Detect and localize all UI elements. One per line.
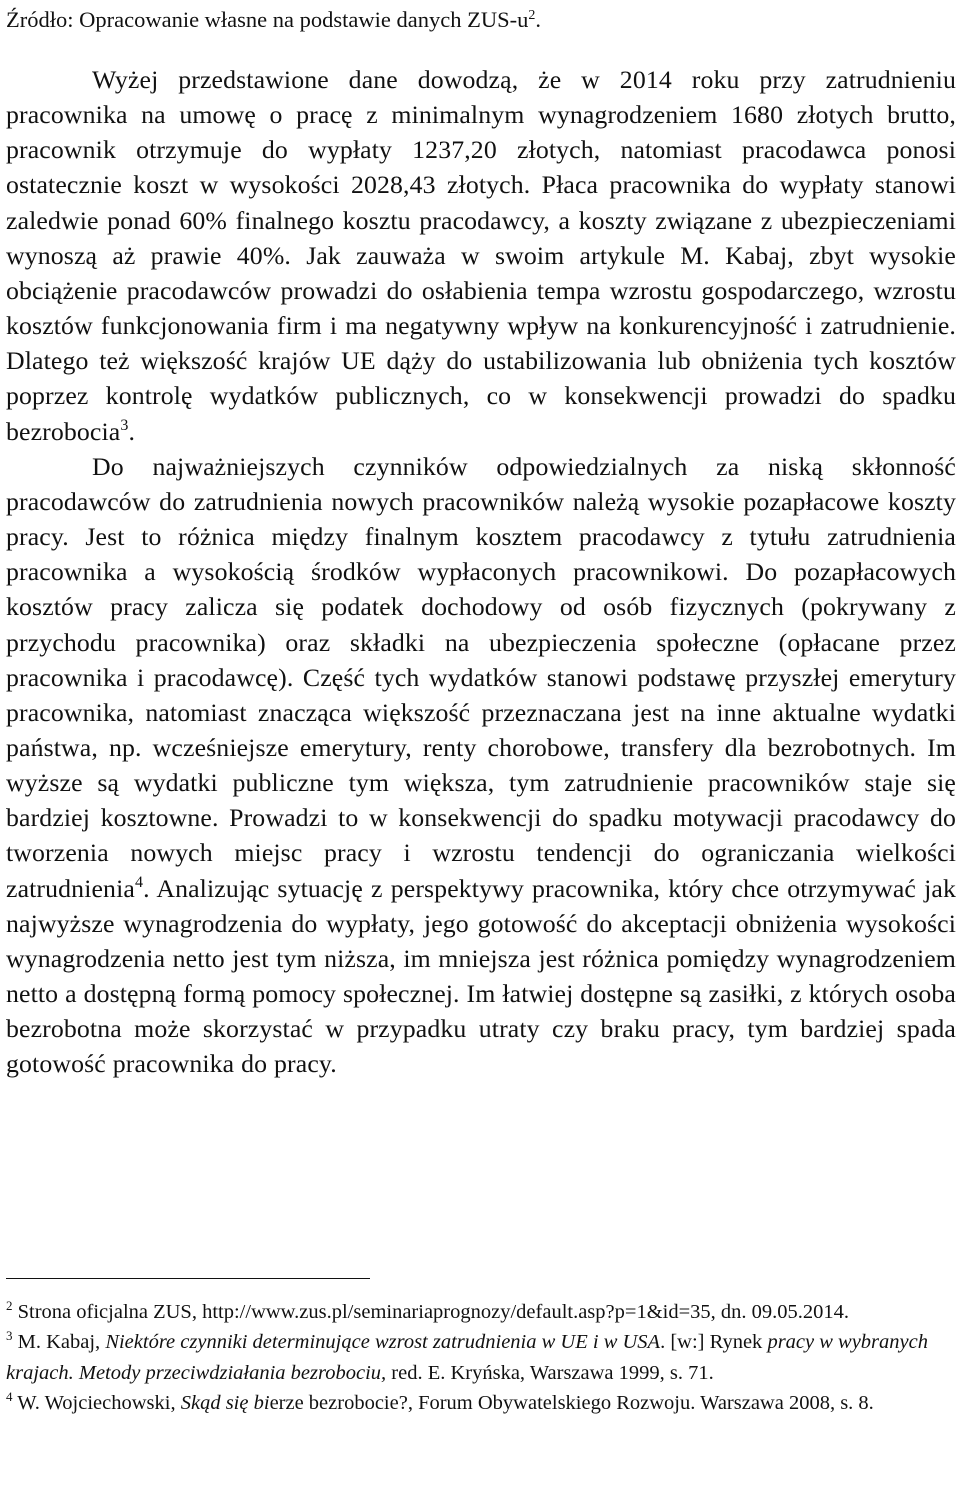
paragraph-1-end: . bbox=[128, 416, 136, 446]
footnote-2-number: 2 bbox=[6, 1298, 13, 1313]
source-caption bbox=[6, 6, 541, 34]
source-text: Źródło: Opracowanie własne na podstawie danych ZUS-u bbox=[6, 7, 529, 32]
footnotes bbox=[6, 1297, 956, 1418]
footnote-3-mid: . [w:] Rynek bbox=[660, 1331, 768, 1354]
footnote-3-title: Niektóre czynniki determinujące wzrost zatrudnienia w UE i w USA bbox=[105, 1331, 661, 1354]
footnote-4-number: 4 bbox=[6, 1388, 13, 1404]
body-text bbox=[6, 62, 956, 1082]
footnote-3-end: red. E. Kryńska, Warszawa 1999, s. 71. bbox=[386, 1361, 714, 1384]
paragraph-2 bbox=[6, 449, 956, 1082]
footnote-ref-3[interactable]: 3 bbox=[120, 416, 129, 434]
paragraph-2-text: Do najważniejszych czynników odpowiedzialnych za niską skłonność pracodawców do zatrudnienia nowych pracowników należą wysokie pozapłacowe koszty pracy. Jest to różnica między finalnym kosztem pracodawcy z tytułu zatrudnienia pracownika a wysokością środków wypłaconych pracownikowi. Do pozapłacowych kosztów pracy zalicza się podatek dochodowy od osób fizycznych (pokrywany z przychodu pracownika) oraz składki na ubezpieczenia społeczne (opłacane przez pracownika i pracodawcę). Część tych wydatków stanowi podstawę przyszłej emerytury pracownika, natomiast znacząca większość przeznaczana jest na inne aktualne wydatki państwa, np. wcześniejsze emerytury, renty chorobowe, transfery dla bezrobotnych. Im wyższe są wydatki publiczne tym większa, tym zatrudnienie pracowników staje się bardziej kosztowne. Prowadzi to w konsekwencji do spadku motywacji pracodawcy do tworzenia nowych miejsc pracy i wzrostu tendencji do ograniczania wielkości zatrudnienia bbox=[6, 451, 956, 903]
source-period: . bbox=[535, 7, 541, 32]
footnote-ref-4[interactable]: 4 bbox=[134, 873, 144, 891]
footnote-3-book: pracy w wybranych krajach. Metody przeciwdziałania bezrobociu, bbox=[6, 1331, 928, 1384]
paragraph-1 bbox=[6, 62, 956, 449]
footnote-2-text[interactable]: Strona oficjalna ZUS, http://www.zus.pl/seminariaprognozy/default.asp?p=1&id=35, dn. 09.05.2014. bbox=[12, 1301, 850, 1323]
footnote-4-author: W. Wojciechowski, bbox=[12, 1391, 181, 1414]
footnote-separator bbox=[6, 1278, 370, 1279]
footnote-2 bbox=[6, 1297, 956, 1327]
footnote-3-number: 3 bbox=[6, 1328, 13, 1344]
footnote-4-title: Skąd się bi bbox=[180, 1391, 270, 1414]
paragraph-2-end: . Analizując sytuację z perspektywy pracownika, który chce otrzymywać jak najwyższe wynagrodzenia do wypłaty, jego gotowość do akceptacji obniżenia wysokości wynagrodzenia netto jest tym niższa, im mniejsza jest różnica pomiędzy wynagrodzeniem netto a dostępną formą pomocy społecznej. Im łatwiej dostępne są zasiłki, z których osoba bezrobotna może skorzystać w przypadku utraty czy braku pracy, tym bardziej spada gotowość pracownika do pracy. bbox=[6, 873, 956, 1079]
paragraph-1-text: Wyżej przedstawione dane dowodzą, że w 2014 roku przy zatrudnieniu pracownika na umowę o pracę z minimalnym wynagrodzeniem 1680 złotych brutto, pracownik otrzymuje do wypłaty 1237,20 złotych, natomiast pracodawca ponosi ostatecznie koszt w wysokości 2028,43 złotych. Płaca pracownika do wypłaty stanowi zaledwie ponad 60% finalnego kosztu pracodawcy, a koszty związane z ubezpieczeniami wynoszą aż prawie 40%. Jak zauważa w swoim artykule M. Kabaj, zbyt wysokie obciążenie pracodawców prowadzi do osłabienia tempa wzrostu gospodarczego, wzrostu kosztów funkcjonowania firm i ma negatywny wpływ na konkurencyjność i zatrudnienie. Dlatego też większość krajów UE dąży do ustabilizowania lub obniżenia tych kosztów poprzez kontrolę wydatków publicznych, co w konsekwencji prowadzi do spadku bezrobocia bbox=[6, 65, 956, 446]
footnote-4 bbox=[6, 1388, 956, 1418]
footnote-4-rest: erze bezrobocie?, Forum Obywatelskiego Rozwoju. Warszawa 2008, s. 8. bbox=[269, 1391, 874, 1414]
footnote-3-author: M. Kabaj, bbox=[12, 1331, 106, 1354]
footnote-3 bbox=[6, 1327, 956, 1388]
footnote-ref-2[interactable]: 2 bbox=[528, 8, 536, 23]
